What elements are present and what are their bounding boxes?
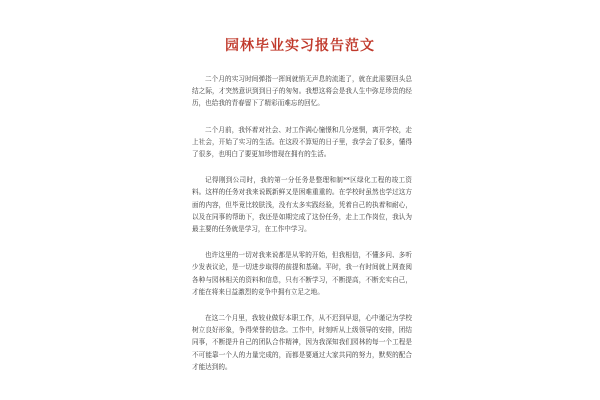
document-body	[192, 73, 412, 387]
document-title: 园林毕业实习报告范文	[225, 38, 375, 54]
paragraph-3: 记得刚到公司时，我的第一分任务是整理和制**区绿化工程的竣工资料。这样的任务对我来说既新鲜又是困难重重的。在学校时虽然也学过这方面的内容，但毕竟比较肤浅，没有太多实践经验，凭着自己的执着和耐心，以及在同事的帮助下，我还是如期完成了这份任务，走上工作岗位，我认为最主要的任务就是学习，在工作中学习。	[192, 176, 412, 234]
paragraph-2: 二个月前，我怀着对社会、对工作满心憧憬和几分迷惘，离开学校，走上社会，开始了实习的生活。在这段不算短的日子里，我学会了很多，懂得了很多，也明白了要更加珍惜现在拥有的生活。	[192, 125, 412, 159]
paragraph-4: 也许这里的一切对我来说都是从零的开始，但我相信，不懂多问、多听少发表议论，是一切进步取得的前提和基础。平时，我一有时间就上网查阅各种与园林相关的资料和信息，只有不断学习，不断提高，不断充实自己，才能在将来日益激烈的竞争中拥有立足之地。	[192, 251, 412, 296]
paragraph-1: 二个月的实习时间弹指一挥间就悄无声息的流逝了，就在此需要回头总结之际，才突然意识到到日子的匆匆。我想这将会是我人生中弥足珍贵的经历，也给我的青春留下了精彩而难忘的回忆。	[192, 75, 412, 108]
paragraph-5: 在这二个月里，我较业做好本职工作，从不迟到早退，心中谨记为学校树立良好形象，争得荣誉的信念。工作中，时刻听从上级领导的安排，团结同事，不断提升自己的团队合作精神，因为我深知我们园林的每一个工程是不可能靠一个人的力量完成的，而都是要通过大家共同的努力，默契的配合才能达到的。	[192, 314, 412, 371]
